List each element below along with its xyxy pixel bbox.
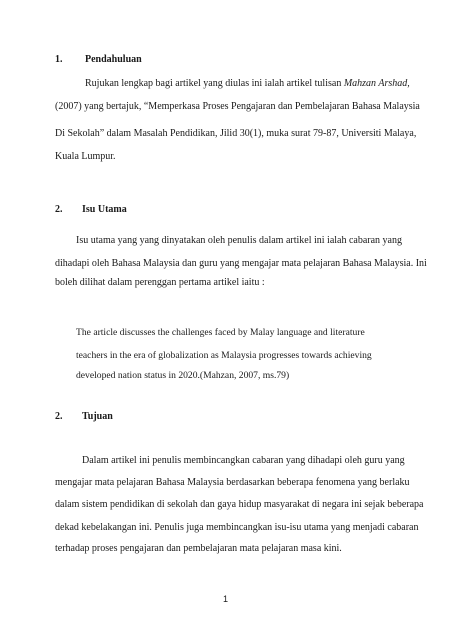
paragraph-line: Dalam artikel ini penulis membincangkan cabaran yang dihadapi oleh guru yang	[82, 455, 405, 466]
paragraph-line: Di Sekolah” dalam Masalah Pendidikan, Jilid 30(1), muka surat 79-87, Universiti Malaya,	[55, 128, 417, 139]
paragraph-line: dekad kebelakangan ini. Penulis juga membincangkan isu-isu utama yang menjadi cabaran	[55, 522, 419, 533]
paragraph-line: Kuala Lumpur.	[55, 151, 116, 162]
section-number: 2.	[55, 204, 63, 215]
author-name: Mahzan Arshad,	[343, 78, 410, 89]
section-title: Isu Utama	[82, 204, 127, 215]
section-title: Tujuan	[82, 411, 113, 422]
paragraph-line: Rujukan lengkap bagi artikel yang diulas ini ialah artikel tulisan Mahzan Arshad,	[85, 78, 410, 89]
paragraph-line: Isu utama yang yang dinyatakan oleh penulis dalam artikel ini ialah cabaran yang	[76, 235, 402, 246]
section-number: 1.	[55, 54, 63, 65]
paragraph-line: mengajar mata pelajaran Bahasa Malaysia berdasarkan beberapa fenomena yang berlaku	[55, 477, 410, 488]
page-number: 1	[223, 594, 229, 604]
paragraph-line: terhadap proses pengajaran dan pembelajaran mata pelajaran masa kini.	[55, 543, 342, 554]
section-title: Pendahuluan	[85, 54, 142, 65]
section-number: 2.	[55, 411, 63, 422]
paragraph-line: boleh dilihat dalam perenggan pertama artikel iaitu :	[55, 277, 265, 288]
quote-line: The article discusses the challenges faced by Malay language and literature	[76, 327, 365, 338]
paragraph-line: (2007) yang bertajuk, “Memperkasa Proses Pengajaran dan Pembelajaran Bahasa Malaysia	[55, 101, 420, 112]
paragraph-line: dihadapi oleh Bahasa Malaysia dan guru yang mengajar mata pelajaran Bahasa Malaysia. Ini	[55, 258, 427, 269]
quote-line: developed nation status in 2020.(Mahzan, 2007, ms.79)	[76, 370, 290, 381]
quote-line: teachers in the era of globalization as Malaysia progresses towards achieving	[76, 350, 372, 361]
paragraph-line: dalam sistem pendidikan di sekolah dan gaya hidup masyarakat di negara ini sejak beberapa	[55, 499, 424, 510]
